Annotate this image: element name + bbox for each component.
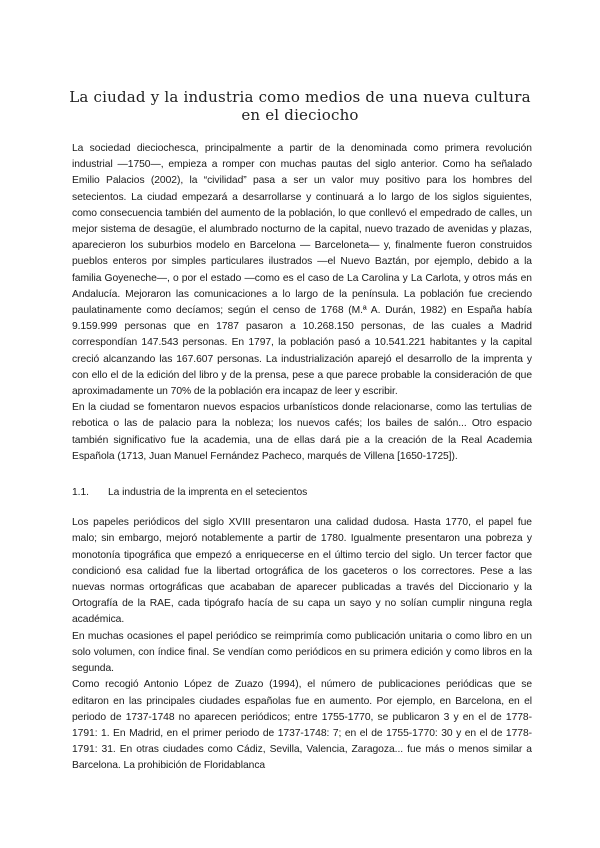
- section-number: 1.1.: [72, 487, 89, 499]
- paragraph: En la ciudad se fomentaron nuevos espacios urbanísticos donde relacionarse, como las tertulias de rebotica o las de palacio para la nobleza; los nuevos cafés; los bailes de salón... Otro espacio también significativo fue la academia, una de ellas dará pie a la creación de la Real Academia Española (1713, Juan Manuel Fernández Pacheco, marqués de Villena [1650-1725]).: [72, 402, 532, 462]
- document-body: [72, 141, 532, 775]
- section-heading: [72, 485, 532, 501]
- page-title: La ciudad y la industria como medios de una nueva cultura en el dieciocho: [69, 88, 531, 124]
- paragraph: Como recogió Antonio López de Zuazo (1994), el número de publicaciones periódicas que se editaron en las principales ciudades españolas fue en aumento. Por ejemplo, en Barcelona, en el periodo de 1737-1748 no aparecen periódicos; entre 1755-1770, se publicaron 3 y en el de 1778-1791: 1. En Madrid, en el primer periodo de 1737-1748: 7; en el de 1755-1770: 30 y en el de 1778-1791: 31. En otras ciudades como Cádiz, Sevilla, Valencia, Zaragoza... fue más o menos similar a Barcelona. La prohibición de Floridablanca: [72, 679, 532, 772]
- paragraph: La sociedad dieciochesca, principalmente a partir de la denominada como primera revolución industrial —1750—, empieza a romper con muchas pautas del siglo anterior. Como ha señalado Emilio Palacios (2002), la “civilidad” pasa a ser un valor muy positivo para los hombres del setecientos. La ciudad empezará a desarrollarse y continuará a lo largo de los siglos siguientes, como consecuencia también del aumento de la población, lo que conllevó el empedrado de calles, un mejor sistema de desagüe, el alumbrado nocturno de la capital, nuevo trazado de avenidas y plazas, aparecieron los suburbios modelo en Barcelona — Barceloneta— y, finalmente fueron construidos pueblos enteros por simples particulares ilustrados —el Nuevo Baztán, por ejemplo, debido a la familia Goyeneche—, o por el estado —como es el caso de La Carolina y La Carlota, y otros más en Andalucía. Mejoraron las comunicaciones a lo largo de la península. La población fue creciendo paulatinamente como decíamos; según el censo de 1768 (M.ª A. Durán, 1982) en España había 9.159.999 personas que en 1787 pasaron a 10.268.150 personas, de las cuales a Madrid correspondían 147.543 personas. En 1797, la población pasó a 10.541.221 habitantes y la capital creció alcanzando las 167.607 personas. La industrialización aparejó el desarrollo de la imprenta y con ello el de la edición del libro y de la prensa, pese a que parece probable la consideración de que aproximadamente un 70% de la población era incapaz de leer y escribir.: [72, 143, 532, 398]
- paragraph: En muchas ocasiones el papel periódico se reimprimía como publicación unitaria o como libro en un solo volumen, con índice final. Se vendían como periódicos en su primera edición y como libros en la segunda.: [72, 630, 532, 675]
- paragraph: Los papeles periódicos del siglo XVIII presentaron una calidad dudosa. Hasta 1770, el papel fue malo; sin embargo, mejoró notablemente a partir de 1780. Igualmente presentaron una pobreza y monotonía tipográfica que empezó a enriquecerse en el último tercio del siglo. Un tercer factor que condicionó esa calidad fue la libertad ortográfica de los gaceteros o los correctores. Pese a las nuevas normas ortográficas que acababan de aparecer publicadas a través del Diccionario y la Ortografía de la RAE, cada tipógrafo hacía de su capa un sayo y no solían cumplir ninguna regla académica.: [72, 517, 532, 626]
- section-heading-text: La industria de la imprenta en el setecientos: [108, 487, 308, 499]
